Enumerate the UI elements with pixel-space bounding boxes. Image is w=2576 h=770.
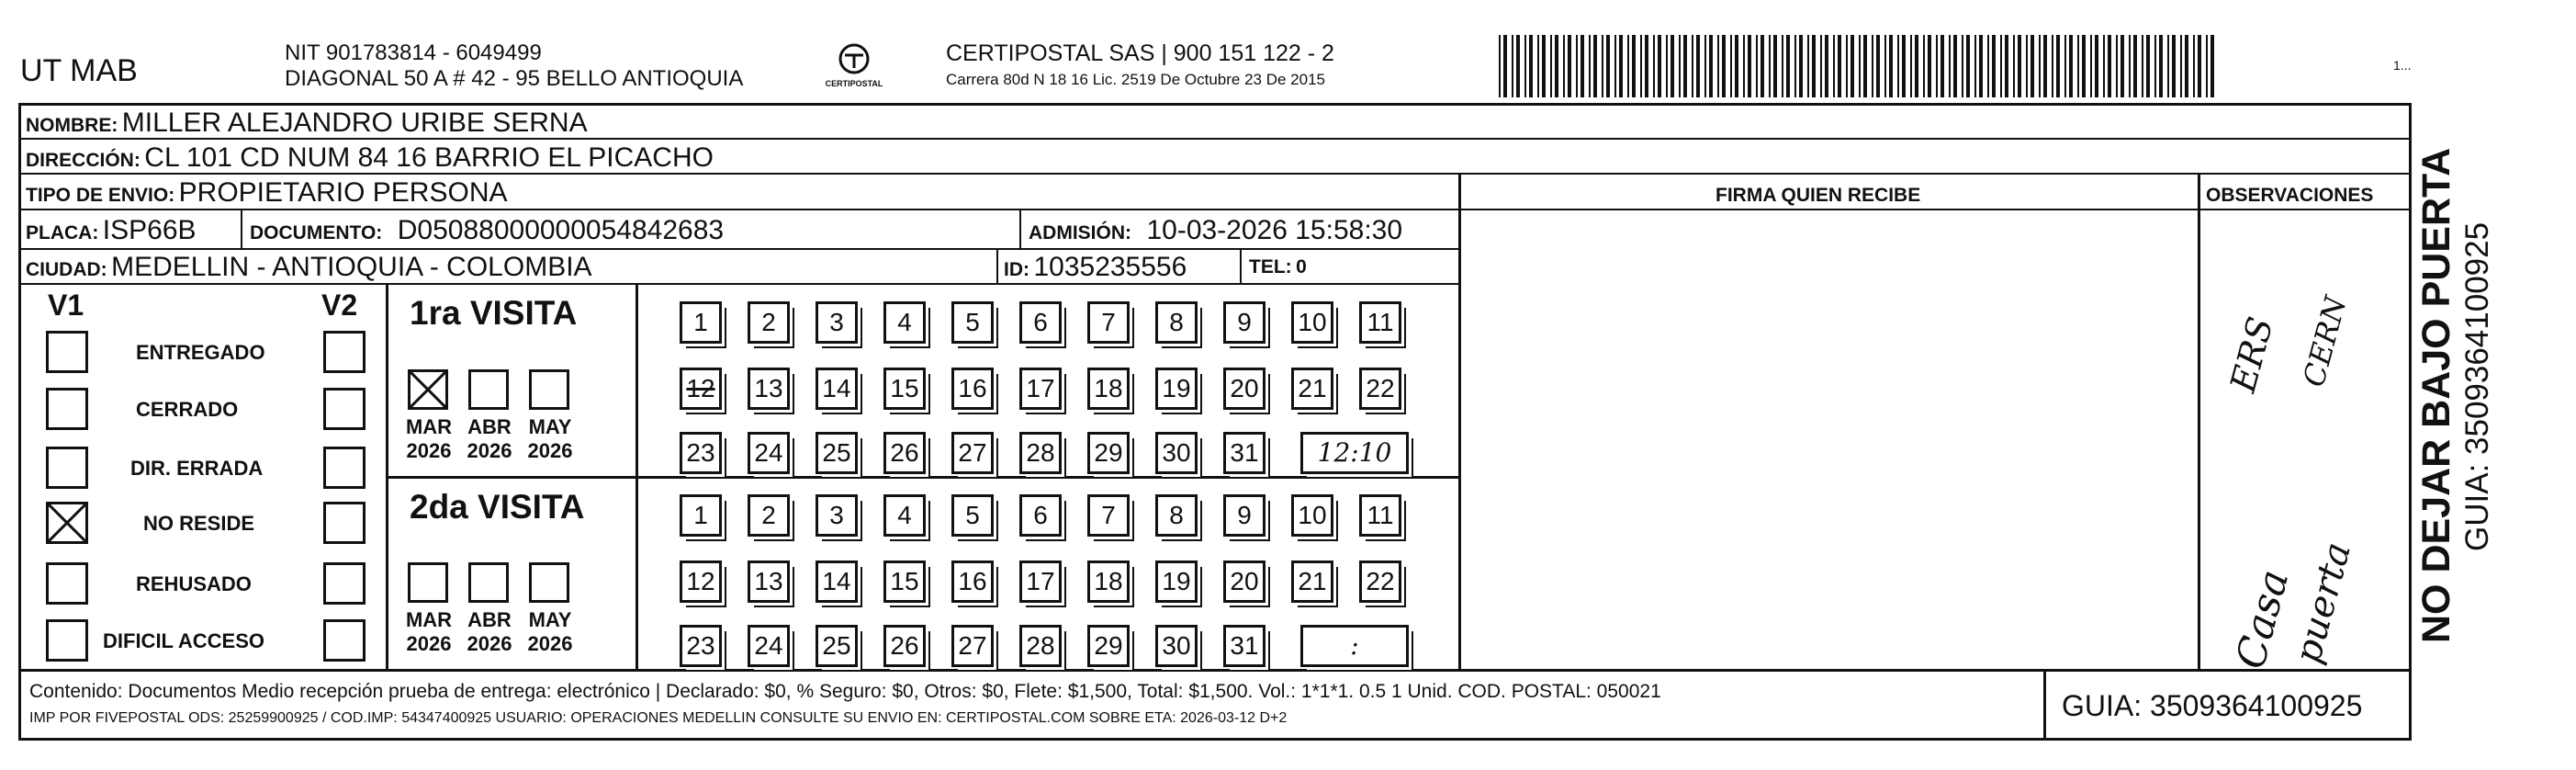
visit2-day-box[interactable]: 10 xyxy=(1291,494,1333,537)
visit1-month-year: 2026 xyxy=(406,439,452,463)
visit2-day-box[interactable]: 16 xyxy=(951,561,994,603)
status-label: NO RESIDE xyxy=(143,512,255,535)
document-row xyxy=(250,217,724,244)
observation-handwriting-4: puerta xyxy=(2287,538,2360,668)
row-line-3 xyxy=(18,209,1458,210)
visit1-day-box[interactable]: 25 xyxy=(816,432,858,474)
footer-contents: Contenido: Documentos Medio recepción prueba de entrega: electrónico | Declarado: $0, % Seguro: $0, Otros: $0, Flete: $1,500, Total: $1,500. Vol.: 1*1*1. 0.5 1 Unid. COD. POSTAL: 050021 xyxy=(29,681,1661,702)
status-label: ENTREGADO xyxy=(136,341,265,364)
frame-bottom xyxy=(18,738,2412,741)
visit2-month-name: MAY xyxy=(528,608,572,631)
v2-checkbox[interactable] xyxy=(323,447,366,489)
visit1-day-box[interactable]: 21 xyxy=(1291,368,1333,410)
visit1-day-box[interactable]: 12 xyxy=(680,368,722,410)
plate-value: ISP66B xyxy=(102,215,197,245)
visit1-month-label xyxy=(518,415,582,464)
visit1-day-box[interactable]: 6 xyxy=(1019,301,1062,344)
visit1-day-box[interactable]: 2 xyxy=(748,301,790,344)
v2-checkbox[interactable] xyxy=(323,388,366,430)
visit2-day-box[interactable]: 19 xyxy=(1155,561,1198,603)
visit2-day-box[interactable]: 24 xyxy=(748,625,790,667)
v1-checkbox[interactable] xyxy=(46,447,88,489)
status-label: CERRADO xyxy=(136,398,239,421)
visit1-day-box[interactable]: 8 xyxy=(1155,301,1198,344)
row-line-3b xyxy=(1458,209,2409,210)
visit2-day-box[interactable]: 27 xyxy=(951,625,994,667)
v2-label: V2 xyxy=(321,289,358,322)
recipient-name: MILLER ALEJANDRO URIBE SERNA xyxy=(121,108,588,138)
visit2-day-box[interactable]: 15 xyxy=(883,561,926,603)
document-label: DOCUMENTO: xyxy=(250,222,383,243)
v2-checkbox[interactable] xyxy=(323,619,366,662)
col-signature-left xyxy=(1458,173,1461,669)
visit2-day-box[interactable]: 1 xyxy=(680,494,722,537)
admission-value: 10-03-2026 15:58:30 xyxy=(1146,215,1403,245)
barcode xyxy=(1497,35,2222,97)
city-value: MEDELLIN - ANTIOQUIA - COLOMBIA xyxy=(111,252,592,282)
visit2-day-box[interactable]: 21 xyxy=(1291,561,1333,603)
visit2-day-box[interactable]: 23 xyxy=(680,625,722,667)
visit2-day-box[interactable]: 5 xyxy=(951,494,994,537)
visit2-time-box[interactable]: : xyxy=(1300,625,1409,667)
visit1-day-box[interactable]: 23 xyxy=(680,432,722,474)
v1-checkbox[interactable] xyxy=(46,562,88,605)
city-label: CIUDAD: xyxy=(26,259,107,280)
barcode-icon xyxy=(1497,35,2222,97)
frame-top xyxy=(18,103,2412,106)
company-address: DIAGONAL 50 A # 42 - 95 BELLO ANTIOQUIA xyxy=(285,66,744,91)
visit1-day-box[interactable]: 9 xyxy=(1223,301,1266,344)
visit2-month-name: MAR xyxy=(405,608,453,631)
visit1-day-box[interactable]: 19 xyxy=(1155,368,1198,410)
visit2-title: 2da VISITA xyxy=(410,488,585,526)
visit2-day-box[interactable]: 8 xyxy=(1155,494,1198,537)
visit1-day-box[interactable]: 17 xyxy=(1019,368,1062,410)
visit2-day-box[interactable]: 30 xyxy=(1155,625,1198,667)
visit2-day-box[interactable]: 14 xyxy=(816,561,858,603)
visit1-day-box[interactable]: 30 xyxy=(1155,432,1198,474)
visit1-day-box[interactable]: 29 xyxy=(1087,432,1130,474)
shipping-label: TIPO DE ENVIO: xyxy=(26,185,175,206)
visit1-time-box[interactable]: 12:10 xyxy=(1300,432,1409,474)
row-line-1 xyxy=(18,138,2412,140)
visit1-day-box[interactable]: 5 xyxy=(951,301,994,344)
address-label: DIRECCIÓN: xyxy=(26,150,141,171)
visit1-day-box[interactable]: 16 xyxy=(951,368,994,410)
id-label: ID: xyxy=(1004,259,1029,280)
visit1-day-box[interactable]: 22 xyxy=(1359,368,1401,410)
visit1-day-box[interactable]: 31 xyxy=(1223,432,1266,474)
observation-handwriting-1: ERS xyxy=(2222,312,2281,397)
visit1-day-box[interactable]: 14 xyxy=(816,368,858,410)
visit2-day-box[interactable]: 29 xyxy=(1087,625,1130,667)
visit2-month-label xyxy=(457,608,522,657)
v2-checkbox[interactable] xyxy=(323,331,366,373)
visit1-day-box[interactable]: 7 xyxy=(1087,301,1130,344)
address-row xyxy=(26,144,714,172)
visit1-month-checkbox[interactable] xyxy=(468,369,509,410)
corner-mark: 1... xyxy=(2393,58,2412,73)
v2-checkbox[interactable] xyxy=(323,562,366,605)
visit2-day-box[interactable]: 7 xyxy=(1087,494,1130,537)
visit1-day-box[interactable]: 24 xyxy=(748,432,790,474)
visit-divider xyxy=(386,476,1458,479)
visit1-title: 1ra VISITA xyxy=(410,294,578,332)
row-line-2 xyxy=(18,173,2412,175)
tel-label: TEL: xyxy=(1249,256,1292,277)
visit2-month-name: ABR xyxy=(467,608,512,631)
visit2-day-box[interactable]: 26 xyxy=(883,625,926,667)
visit2-month-checkbox[interactable] xyxy=(529,562,569,603)
signature-header: FIRMA QUIEN RECIBE xyxy=(1715,185,1921,206)
company-nit: NIT 901783814 - 6049499 xyxy=(285,40,542,65)
visit2-day-box[interactable]: 12 xyxy=(680,561,722,603)
visit2-month-label xyxy=(518,608,582,657)
visit2-month-year: 2026 xyxy=(527,632,573,656)
col-observations-left xyxy=(2198,173,2200,669)
visit2-day-box[interactable]: 20 xyxy=(1223,561,1266,603)
row-line-4 xyxy=(18,248,1458,250)
carrier-name: CERTIPOSTAL SAS | 900 151 122 - 2 xyxy=(946,40,1334,66)
visit1-month-checkbox[interactable] xyxy=(529,369,569,410)
visit1-day-box[interactable]: 27 xyxy=(951,432,994,474)
visit1-day-box[interactable]: 11 xyxy=(1359,301,1401,344)
tel-row xyxy=(1249,257,1307,277)
visit2-day-box[interactable]: 22 xyxy=(1359,561,1401,603)
visit2-day-box[interactable]: 25 xyxy=(816,625,858,667)
visit2-day-box[interactable]: 2 xyxy=(748,494,790,537)
city-row xyxy=(26,254,592,281)
observation-handwriting-3: Casa xyxy=(2227,564,2299,674)
visit2-day-box[interactable]: 6 xyxy=(1019,494,1062,537)
col-tel-divider xyxy=(1240,248,1242,283)
visit1-day-box[interactable]: 20 xyxy=(1223,368,1266,410)
observations-header: OBSERVACIONES xyxy=(2206,185,2374,206)
row-line-5 xyxy=(18,283,1458,285)
visit2-month-label xyxy=(397,608,461,657)
side-notice: NO DEJAR BAJO PUERTA xyxy=(2414,147,2458,643)
status-label: DIFICIL ACCESO xyxy=(103,629,265,652)
visit1-day-box[interactable]: 28 xyxy=(1019,432,1062,474)
months-divider xyxy=(636,285,638,669)
status-label: REHUSADO xyxy=(136,572,252,595)
recipient-address: CL 101 CD NUM 84 16 BARRIO EL PICACHO xyxy=(144,142,714,173)
row-line-footer xyxy=(18,669,2412,672)
visit2-day-box[interactable]: 18 xyxy=(1087,561,1130,603)
v1-label: V1 xyxy=(48,289,84,322)
status-label: DIR. ERRADA xyxy=(130,457,264,480)
document-value: D05088000000054842683 xyxy=(397,215,725,245)
visit1-day-box[interactable]: 4 xyxy=(883,301,926,344)
visit2-day-box[interactable]: 28 xyxy=(1019,625,1062,667)
visit2-month-year: 2026 xyxy=(467,632,512,656)
side-guide: GUIA: 3509364100925 xyxy=(2459,221,2495,551)
visit1-day-box[interactable]: 18 xyxy=(1087,368,1130,410)
visit1-day-box[interactable]: 15 xyxy=(883,368,926,410)
visit1-month-name: MAY xyxy=(528,415,572,438)
visit2-day-box[interactable]: 9 xyxy=(1223,494,1266,537)
footer-print: IMP POR FIVEPOSTAL ODS: 25259900925 / COD.IMP: 54347400925 USUARIO: OPERACIONES MEDELLIN CONSULTE SU ENVIO EN: CERTIPOSTAL.COM SOBRE ETA: 2026-03-12 D+2 xyxy=(29,710,1288,726)
footer-guide: GUIA: 3509364100925 xyxy=(2062,689,2363,722)
name-row xyxy=(26,109,588,137)
visit1-month-year: 2026 xyxy=(467,439,512,463)
admission-label: ADMISIÓN: xyxy=(1029,222,1131,243)
visit1-day-box[interactable]: 3 xyxy=(816,301,858,344)
visit1-month-label xyxy=(397,415,461,464)
name-label: NOMBRE: xyxy=(26,115,118,136)
col-footer-divider xyxy=(2043,669,2046,741)
visit2-day-box[interactable]: 17 xyxy=(1019,561,1062,603)
visit1-month-year: 2026 xyxy=(527,439,573,463)
visit1-day-box[interactable]: 13 xyxy=(748,368,790,410)
v1-checkbox[interactable] xyxy=(46,619,88,662)
visit1-day-box[interactable]: 1 xyxy=(680,301,722,344)
visit1-month-name: MAR xyxy=(405,415,453,438)
col-admission-divider xyxy=(1019,209,1021,248)
col-id-divider xyxy=(996,248,998,283)
visit2-month-checkbox[interactable] xyxy=(468,562,509,603)
v1-checkbox[interactable] xyxy=(46,502,88,544)
frame-right xyxy=(2409,103,2412,741)
col-plate-divider xyxy=(241,209,242,248)
v1-checkbox[interactable] xyxy=(46,388,88,430)
visit1-day-box[interactable]: 26 xyxy=(883,432,926,474)
visit2-day-box[interactable]: 3 xyxy=(816,494,858,537)
certipostal-logo-icon xyxy=(836,42,872,75)
visit1-month-checkbox[interactable] xyxy=(408,369,448,410)
logo-text: CERTIPOSTAL xyxy=(825,79,883,88)
visit2-day-box[interactable]: 31 xyxy=(1223,625,1266,667)
visit1-month-name: ABR xyxy=(467,415,512,438)
plate-row xyxy=(26,217,197,244)
frame-left xyxy=(18,103,21,741)
visit2-month-year: 2026 xyxy=(406,632,452,656)
plate-label: PLACA: xyxy=(26,222,99,243)
carrier-license: Carrera 80d N 18 16 Lic. 2519 De Octubre 23 De 2015 xyxy=(946,71,1325,88)
admission-row xyxy=(1029,217,1402,244)
certipostal-logo xyxy=(816,42,893,94)
visit1-month-label xyxy=(457,415,522,464)
v2-checkbox[interactable] xyxy=(323,502,366,544)
visit1-day-box[interactable]: 10 xyxy=(1291,301,1333,344)
v1-checkbox[interactable] xyxy=(46,331,88,373)
visit2-day-box[interactable]: 11 xyxy=(1359,494,1401,537)
observation-handwriting-2: CERN xyxy=(2296,292,2354,391)
company-name: UT MAB xyxy=(20,53,138,88)
visit2-day-box[interactable]: 4 xyxy=(883,494,926,537)
shipping-type: PROPIETARIO PERSONA xyxy=(178,177,508,208)
shipping-row xyxy=(26,179,508,207)
id-value: 1035235556 xyxy=(1033,252,1187,282)
visit2-month-checkbox[interactable] xyxy=(408,562,448,603)
visit2-day-box[interactable]: 13 xyxy=(748,561,790,603)
id-row xyxy=(1004,254,1187,281)
tel-value: 0 xyxy=(1296,256,1307,277)
